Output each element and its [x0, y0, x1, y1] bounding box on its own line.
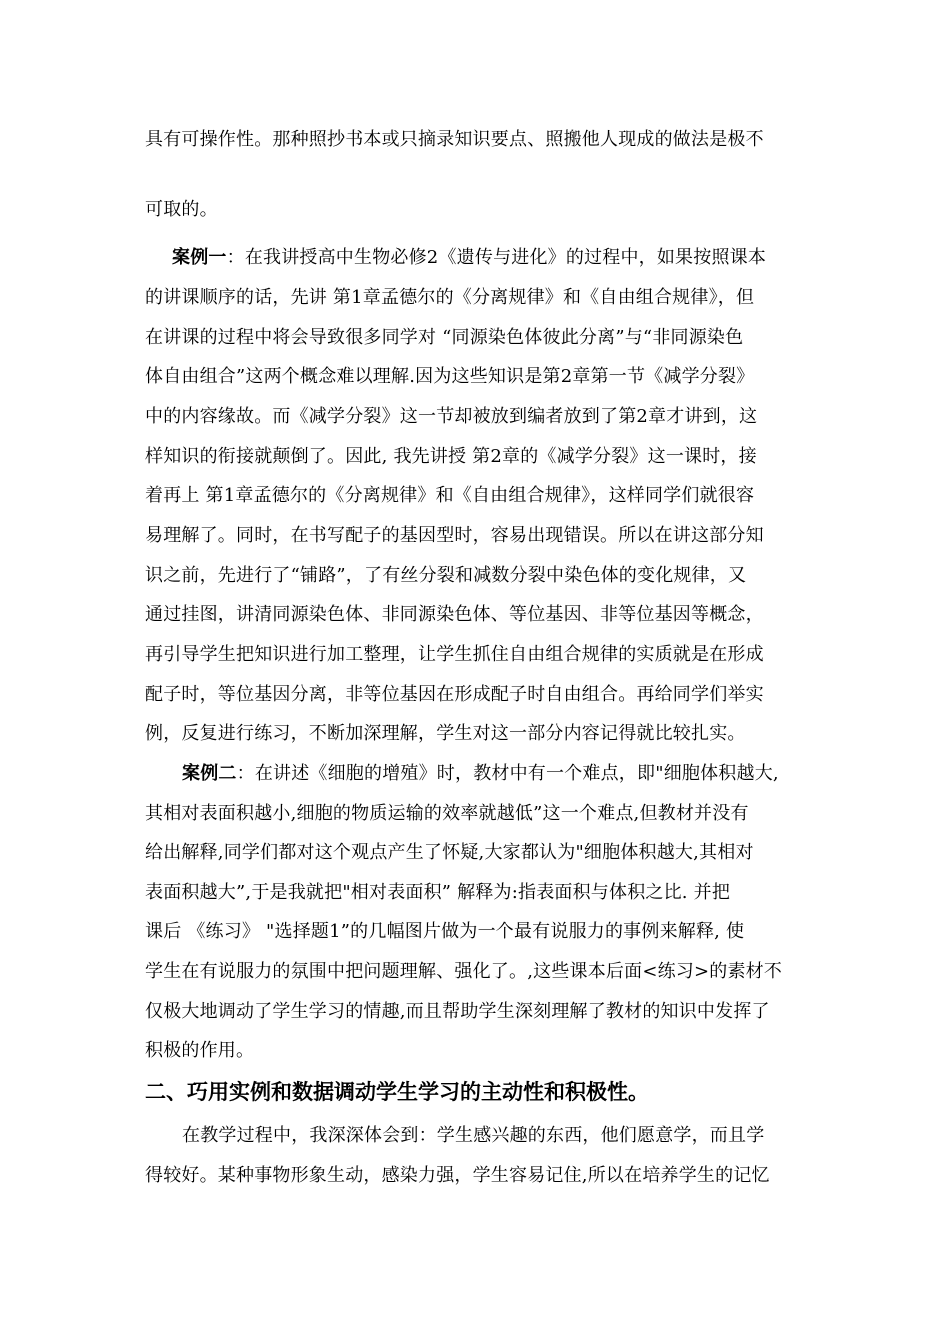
paragraph-line: 可取的。: [145, 199, 218, 220]
paragraph-line: 课后 《练习》 "选择题1”的几幅图片做为一个最有说服力的事例来解释, 使: [145, 921, 745, 942]
paragraph-line: 在教学过程中，我深深体会到：学生感兴趣的东西，他们愿意学，而且学: [182, 1125, 765, 1146]
case1-label: 案例一: [172, 247, 227, 268]
paragraph-line: 在讲课的过程中将会导致很多同学对 “同源染色体彼此分离”与“非同源染色: [145, 327, 744, 348]
paragraph-line: 其相对表面积越小,细胞的物质运输的效率就越低”这一个难点,但教材并没有: [145, 803, 749, 824]
paragraph-line: [172, 246, 810, 270]
paragraph-line: 识之前，先进行了“铺路”，了有丝分裂和减数分裂中染色体的变化规律，又: [145, 565, 747, 586]
paragraph-line: 再引导学生把知识进行加工整理，让学生抓住自由组合规律的实质就是在形成: [145, 644, 764, 665]
section-heading: 二、巧用实例和数据调动学生学习的主动性和积极性。: [145, 1079, 649, 1104]
paragraph-line: 样知识的衔接就颠倒了。因此, 我先讲授 第2章的《减学分裂》这一课时，接: [145, 446, 757, 467]
paragraph-line: 中的内容缘故。而《减学分裂》这一节却被放到编者放到了第2章才讲到，这: [145, 406, 758, 427]
case1-text: 在我讲授高中生物必修2《遗传与进化》的过程中，如果按照课本: [244, 247, 767, 268]
paragraph-line: 易理解了。同时，在书写配子的基因型时，容易出现错误。所以在讲这部分知: [145, 525, 764, 546]
paragraph-line: 配子时，等位基因分离，非等位基因在形成配子时自由组合。再给同学们举实: [145, 684, 764, 705]
paragraph-line: 积极的作用。: [145, 1040, 255, 1061]
paragraph-line: [182, 762, 810, 786]
paragraph-line: 得较好。某种事物形象生动，感染力强，学生容易记住,所以在培养学生的记忆: [145, 1165, 770, 1186]
paragraph-line: 表面积越大”,于是我就把"相对表面积” 解释为:指表面积与体积之比. 并把: [145, 882, 731, 903]
paragraph-line: 体自由组合”这两个概念难以理解.因为这些知识是第2章第一节《减学分裂》: [145, 366, 755, 387]
case2-colon: ：: [236, 763, 255, 784]
paragraph-line: 的讲课顺序的话，先讲 第1章孟德尔的《分离规律》和《自由组合规律》，但: [145, 287, 755, 308]
paragraph-line: 给出解释,同学们都对这个观点产生了怀疑,大家都认为"细胞体积越大,其相对: [145, 842, 754, 863]
paragraph-line: 例，反复进行练习，不断加深理解，学生对这一部分内容记得就比较扎实。: [145, 723, 746, 744]
paragraph-line: 学生在有说服力的氛围中把问题理解、强化了。,这些课本后面<练习>的素材不: [145, 961, 783, 982]
case2-label: 案例二: [182, 763, 237, 784]
case2-text: 在讲述《细胞的增殖》时，教材中有一个难点，即"细胞体积越大,: [254, 763, 779, 784]
case1-colon: ：: [226, 247, 245, 268]
paragraph-line: 通过挂图，讲清同源染色体、非同源染色体、等位基因、非等位基因等概念，: [145, 604, 764, 625]
paragraph-line: 着再上 第1章孟德尔的《分离规律》和《自由组合规律》，这样同学们就很容: [145, 485, 755, 506]
paragraph-line: 仅极大地调动了学生学习的情趣,而且帮助学生深刻理解了教材的知识中发挥了: [145, 1001, 770, 1022]
paragraph-line: 具有可操作性。那种照抄书本或只摘录知识要点、照搬他人现成的做法是极不: [145, 129, 764, 150]
